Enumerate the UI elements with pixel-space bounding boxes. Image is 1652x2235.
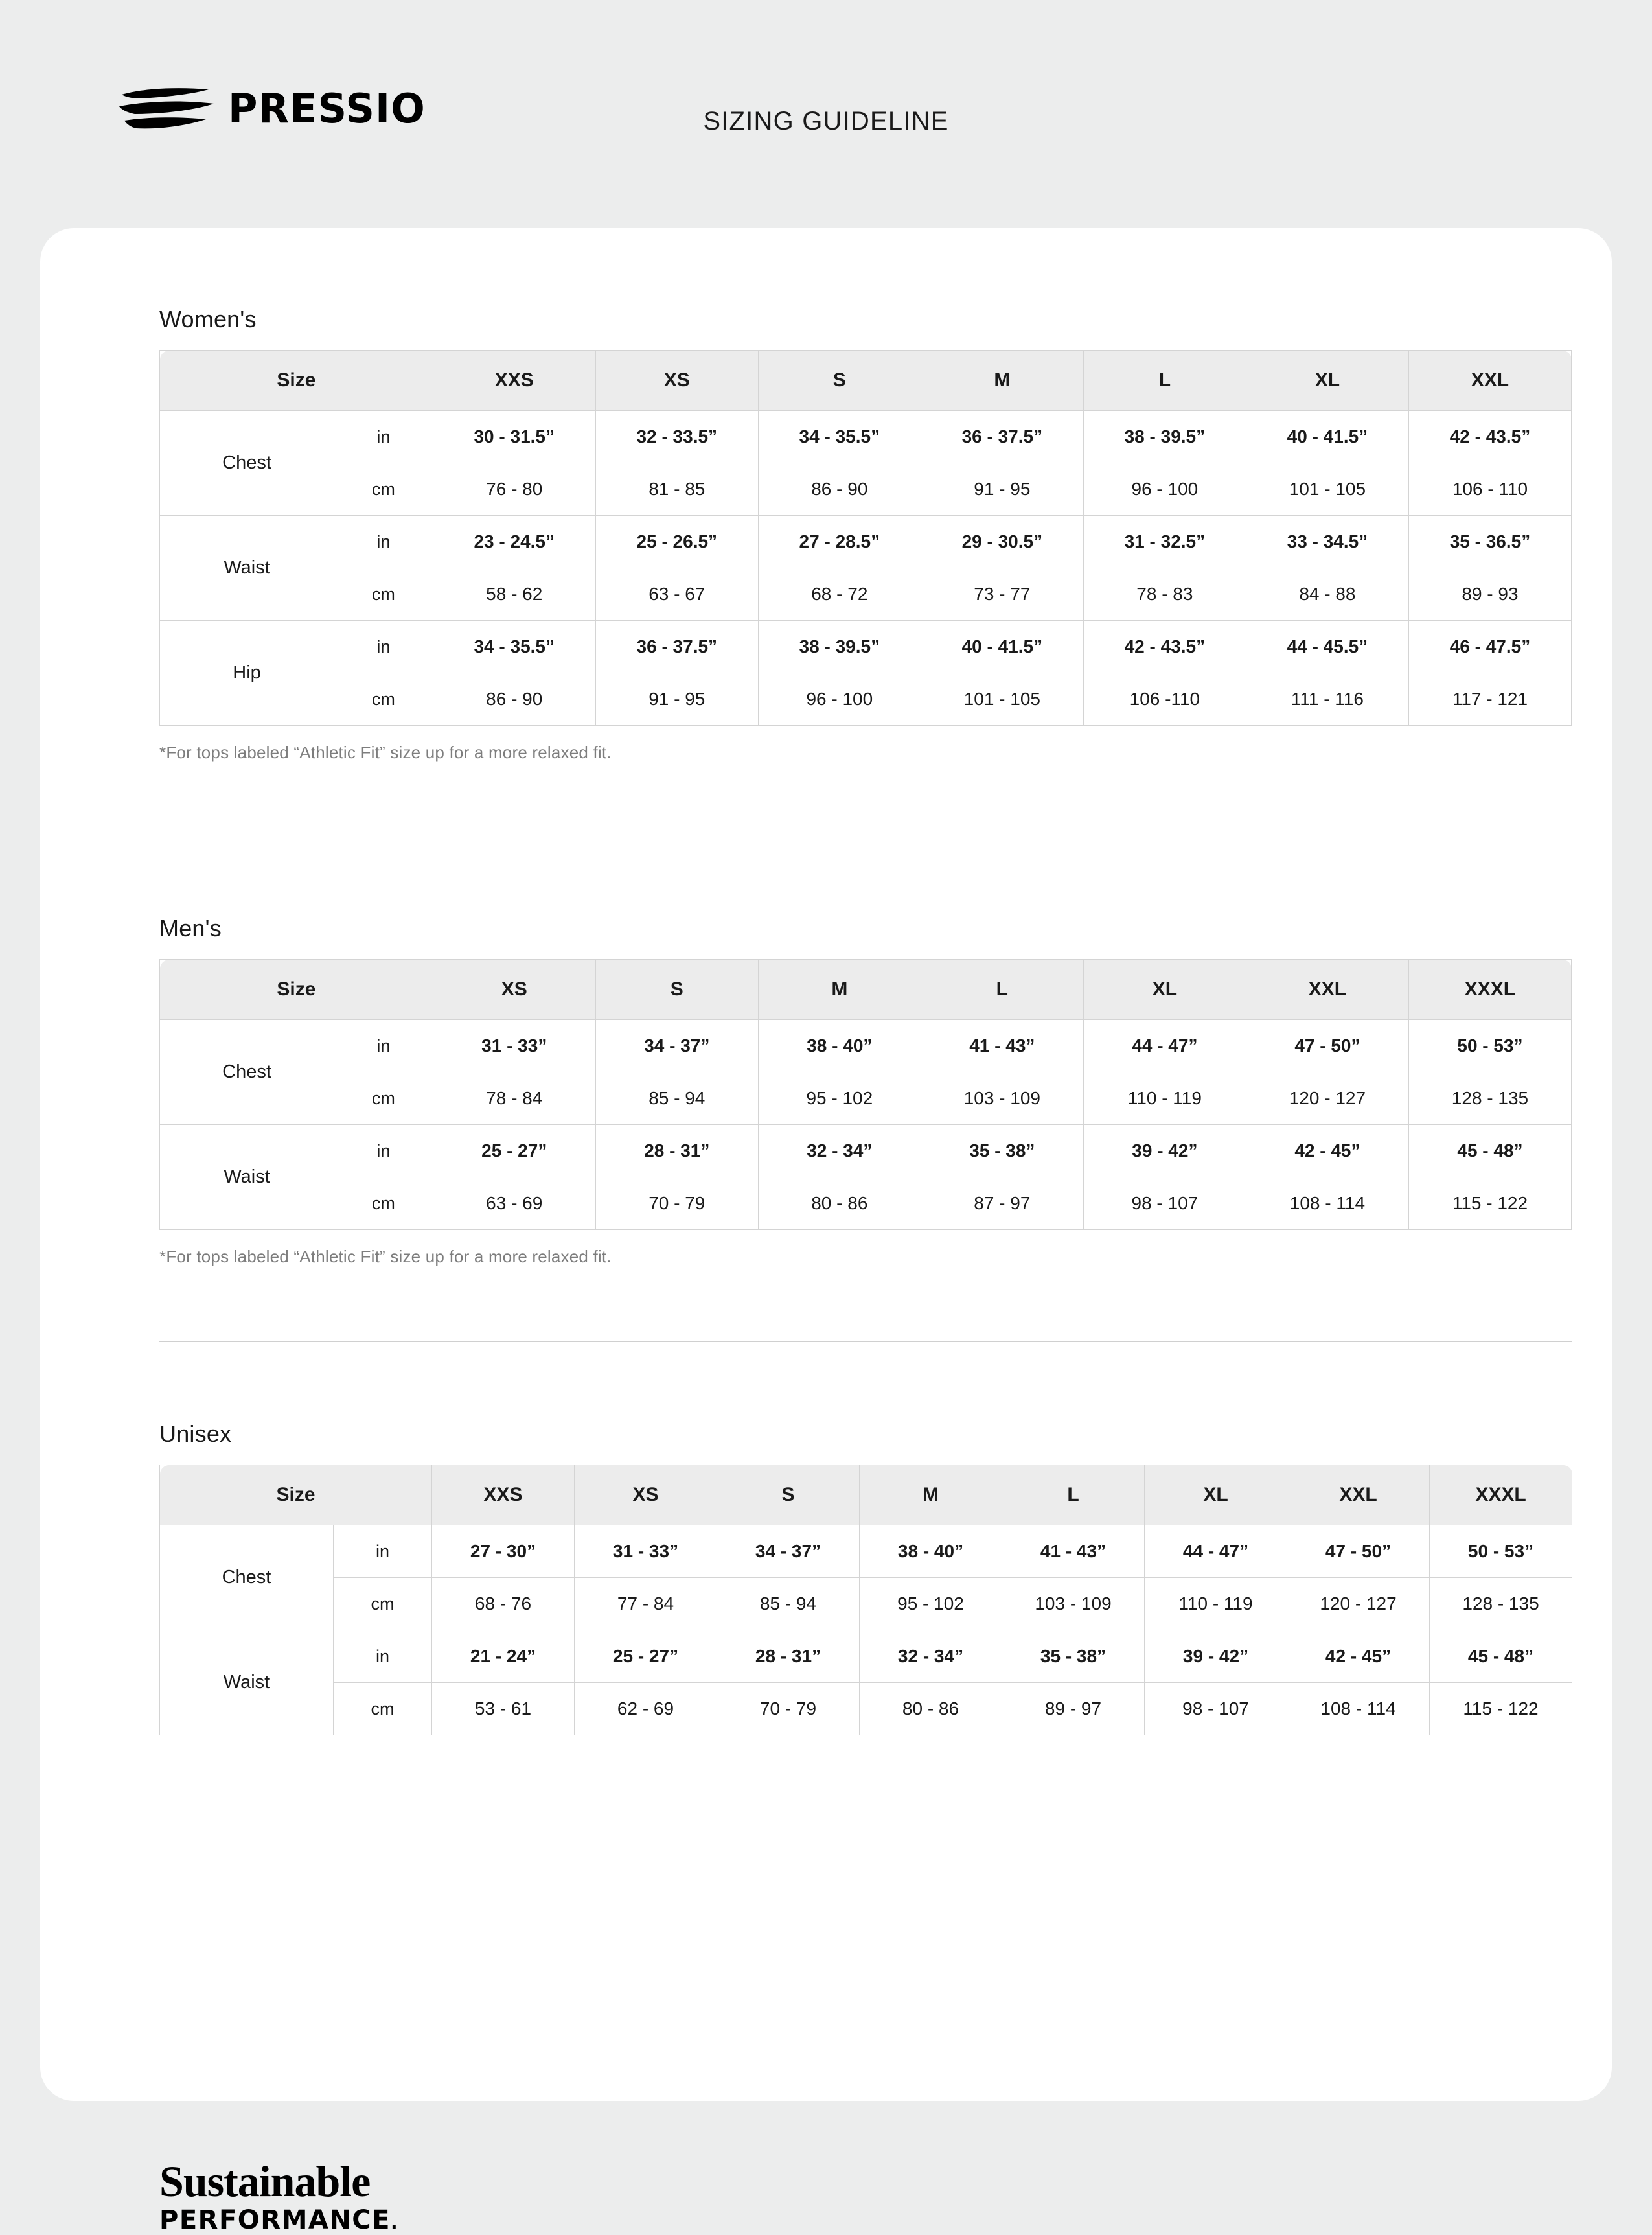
cell-waist-cm-s: 70 - 79 [717,1683,860,1735]
cell-hip-cm-xxs: 86 - 90 [433,673,595,726]
cell-hip-cm-m: 101 - 105 [921,673,1083,726]
cell-chest-cm-m: 95 - 102 [758,1072,921,1125]
header-size-xl: XL [1145,1465,1287,1525]
cell-chest-in-s: 34 - 35.5” [758,411,921,463]
header-size-xs: XS [433,960,595,1020]
header-size-xxl: XXL [1287,1465,1430,1525]
table-header-row [160,1465,1572,1525]
cell-chest-in-xxs: 30 - 31.5” [433,411,595,463]
cell-chest-in-xl: 44 - 47” [1145,1525,1287,1578]
section-title: Men's [159,915,222,942]
header-size-xxs: XXS [433,351,595,411]
sustainable-word: Sustainable [159,2157,371,2206]
table-row [160,516,1572,568]
table-row [160,1072,1572,1125]
table-header-row [160,960,1572,1020]
cell-hip-cm-l: 106 -110 [1083,673,1246,726]
cell-waist-cm-l: 87 - 97 [921,1177,1083,1230]
cell-waist-cm-s: 70 - 79 [595,1177,758,1230]
header-size-xs: XS [595,351,758,411]
cell-chest-in-xs: 31 - 33” [575,1525,717,1578]
table-header-row [160,351,1572,411]
cell-chest-cm-xxl: 106 - 110 [1408,463,1571,516]
row-label-chest: Chest [160,1525,334,1630]
cell-waist-cm-xl: 98 - 107 [1083,1177,1246,1230]
cell-hip-cm-xs: 91 - 95 [595,673,758,726]
header-size-xl: XL [1083,960,1246,1020]
cell-waist-in-xxl: 42 - 45” [1246,1125,1408,1177]
header-size-s: S [717,1465,860,1525]
cell-chest-in-l: 38 - 39.5” [1083,411,1246,463]
cell-waist-in-s: 27 - 28.5” [758,516,921,568]
cell-chest-in-xs: 32 - 33.5” [595,411,758,463]
unit-cm: cm [334,1683,432,1735]
sustainable-performance-logo [159,2159,496,2233]
cell-chest-in-xl: 44 - 47” [1083,1020,1246,1072]
header-size-xxl: XXL [1246,960,1408,1020]
section-mens [159,915,1529,1267]
cell-chest-cm-s: 86 - 90 [758,463,921,516]
cell-waist-cm-s: 68 - 72 [758,568,921,621]
row-label-waist: Waist [160,516,334,621]
cell-chest-cm-s: 85 - 94 [595,1072,758,1125]
cell-waist-cm-xxxl: 115 - 122 [1408,1177,1571,1230]
unisex-size-table [159,1465,1572,1735]
header-size-s: S [758,351,921,411]
cell-waist-in-xl: 39 - 42” [1145,1630,1287,1683]
cell-waist-cm-xxxl: 115 - 122 [1430,1683,1572,1735]
cell-chest-in-xxl: 47 - 50” [1287,1525,1430,1578]
cell-chest-cm-xl: 101 - 105 [1246,463,1408,516]
header-size-xxxl: XXXL [1430,1465,1572,1525]
cell-waist-in-xxxl: 45 - 48” [1408,1125,1571,1177]
row-label-chest: Chest [160,411,334,516]
header-size-m: M [921,351,1083,411]
cell-chest-in-s: 34 - 37” [717,1525,860,1578]
cell-waist-cm-xs: 62 - 69 [575,1683,717,1735]
cell-chest-cm-xxxl: 128 - 135 [1408,1072,1571,1125]
unit-in: in [334,1630,432,1683]
cell-chest-cm-xxs: 68 - 76 [432,1578,575,1630]
cell-waist-in-xl: 39 - 42” [1083,1125,1246,1177]
unit-in: in [334,411,433,463]
table-row [160,1630,1572,1683]
cell-chest-cm-xs: 78 - 84 [433,1072,595,1125]
cell-waist-cm-xxl: 89 - 93 [1408,568,1571,621]
table-row [160,463,1572,516]
header-size-s: S [595,960,758,1020]
brand-name: PRESSIO [228,85,426,132]
cell-chest-in-xxxl: 50 - 53” [1430,1525,1572,1578]
cell-chest-cm-l: 103 - 109 [921,1072,1083,1125]
cell-chest-cm-m: 95 - 102 [860,1578,1002,1630]
cell-chest-in-m: 36 - 37.5” [921,411,1083,463]
table-row [160,1125,1572,1177]
cell-chest-cm-m: 91 - 95 [921,463,1083,516]
header-size-m: M [860,1465,1002,1525]
cell-waist-in-m: 29 - 30.5” [921,516,1083,568]
row-label-hip: Hip [160,621,334,726]
cell-chest-cm-xl: 110 - 119 [1145,1578,1287,1630]
row-label-chest: Chest [160,1020,334,1125]
cell-waist-cm-xs: 63 - 69 [433,1177,595,1230]
content-card [40,228,1612,2235]
table-row [160,1525,1572,1578]
unit-cm: cm [334,1072,433,1125]
cell-waist-in-l: 35 - 38” [1002,1630,1145,1683]
cell-hip-cm-xl: 111 - 116 [1246,673,1408,726]
section-title: Women's [159,306,257,332]
cell-waist-cm-xl: 84 - 88 [1246,568,1408,621]
table-row [160,673,1572,726]
header-size-l: L [921,960,1083,1020]
mens-size-table [159,959,1572,1230]
section-womens [159,306,1531,763]
header-size-xs: XS [575,1465,717,1525]
unit-in: in [334,1525,432,1578]
cell-chest-cm-xxl: 120 - 127 [1287,1578,1430,1630]
unit-in: in [334,621,433,673]
header-size-m: M [758,960,921,1020]
section-unisex [159,1420,1539,1735]
unit-in: in [334,1020,433,1072]
cell-hip-in-xxl: 46 - 47.5” [1408,621,1571,673]
cell-waist-in-xl: 33 - 34.5” [1246,516,1408,568]
cell-waist-in-xxl: 42 - 45” [1287,1630,1430,1683]
unit-in: in [334,1125,433,1177]
cell-waist-cm-xxs: 53 - 61 [432,1683,575,1735]
cell-hip-in-xs: 36 - 37.5” [595,621,758,673]
page-title: SIZING GUIDELINE [703,107,949,135]
womens-footnote: *For tops labeled “Athletic Fit” size up for a more relaxed fit. [159,743,612,762]
table-row [160,621,1572,673]
cell-waist-in-xs: 25 - 27” [575,1630,717,1683]
cell-waist-in-xxs: 21 - 24” [432,1630,575,1683]
mens-footnote: *For tops labeled “Athletic Fit” size up for a more relaxed fit. [159,1247,612,1266]
section-title: Unisex [159,1420,232,1447]
cell-waist-in-m: 32 - 34” [758,1125,921,1177]
cell-waist-cm-m: 80 - 86 [758,1177,921,1230]
cell-chest-in-m: 38 - 40” [758,1020,921,1072]
cell-chest-cm-xxxl: 128 - 135 [1430,1578,1572,1630]
cell-chest-in-l: 41 - 43” [1002,1525,1145,1578]
table-row [160,1177,1572,1230]
cell-waist-in-s: 28 - 31” [595,1125,758,1177]
table-row [160,1578,1572,1630]
header-size: Size [160,351,433,411]
table-row [160,411,1572,463]
unit-cm: cm [334,673,433,726]
cell-waist-in-l: 35 - 38” [921,1125,1083,1177]
unit-cm: cm [334,1578,432,1630]
header-size-l: L [1083,351,1246,411]
header-size-xxs: XXS [432,1465,575,1525]
cell-hip-in-s: 38 - 39.5” [758,621,921,673]
cell-hip-cm-s: 96 - 100 [758,673,921,726]
row-label-waist: Waist [160,1125,334,1230]
header-size-xxxl: XXXL [1408,960,1571,1020]
cell-hip-in-l: 42 - 43.5” [1083,621,1246,673]
section-divider-2 [159,1341,1572,1342]
table-row [160,1683,1572,1735]
performance-word: PERFORMANCE [159,2205,391,2235]
header-size-l: L [1002,1465,1145,1525]
cell-waist-in-l: 31 - 32.5” [1083,516,1246,568]
cell-chest-cm-s: 85 - 94 [717,1578,860,1630]
header-size: Size [160,1465,432,1525]
cell-waist-cm-l: 89 - 97 [1002,1683,1145,1735]
cell-waist-in-xxl: 35 - 36.5” [1408,516,1571,568]
header-size-xl: XL [1246,351,1408,411]
cell-chest-cm-l: 103 - 109 [1002,1578,1145,1630]
unit-in: in [334,516,433,568]
cell-chest-in-xxxl: 50 - 53” [1408,1020,1571,1072]
womens-size-table [159,350,1572,726]
cell-chest-cm-xxs: 76 - 80 [433,463,595,516]
cell-hip-in-xxs: 34 - 35.5” [433,621,595,673]
cell-waist-in-m: 32 - 34” [860,1630,1002,1683]
cell-waist-in-xxs: 23 - 24.5” [433,516,595,568]
table-row [160,1020,1572,1072]
unit-cm: cm [334,463,433,516]
cell-chest-cm-xxl: 120 - 127 [1246,1072,1408,1125]
unit-cm: cm [334,568,433,621]
cell-chest-cm-xs: 77 - 84 [575,1578,717,1630]
cell-chest-in-xs: 31 - 33” [433,1020,595,1072]
unit-cm: cm [334,1177,433,1230]
cell-hip-cm-xxl: 117 - 121 [1408,673,1571,726]
cell-waist-cm-xxs: 58 - 62 [433,568,595,621]
cell-chest-in-l: 41 - 43” [921,1020,1083,1072]
cell-waist-cm-xs: 63 - 67 [595,568,758,621]
cell-chest-in-s: 34 - 37” [595,1020,758,1072]
table-row [160,568,1572,621]
cell-waist-cm-xxl: 108 - 114 [1287,1683,1430,1735]
cell-chest-cm-xs: 81 - 85 [595,463,758,516]
cell-waist-cm-l: 78 - 83 [1083,568,1246,621]
cell-waist-cm-xxl: 108 - 114 [1246,1177,1408,1230]
cell-waist-in-xxxl: 45 - 48” [1430,1630,1572,1683]
cell-chest-in-xxs: 27 - 30” [432,1525,575,1578]
cell-hip-in-xl: 44 - 45.5” [1246,621,1408,673]
cell-waist-in-xs: 25 - 26.5” [595,516,758,568]
cell-waist-cm-m: 80 - 86 [860,1683,1002,1735]
performance-word-row [159,2207,496,2233]
cell-chest-in-xl: 40 - 41.5” [1246,411,1408,463]
cell-waist-in-s: 28 - 31” [717,1630,860,1683]
cell-waist-in-xs: 25 - 27” [433,1125,595,1177]
cell-waist-cm-xl: 98 - 107 [1145,1683,1287,1735]
header-size-xxl: XXL [1408,351,1571,411]
header-size: Size [160,960,433,1020]
cell-chest-in-xxl: 47 - 50” [1246,1020,1408,1072]
cell-waist-cm-m: 73 - 77 [921,568,1083,621]
registered-dot: . [391,2212,399,2233]
row-label-waist: Waist [160,1630,334,1735]
cell-chest-in-m: 38 - 40” [860,1525,1002,1578]
cell-chest-in-xxl: 42 - 43.5” [1408,411,1571,463]
cell-hip-in-m: 40 - 41.5” [921,621,1083,673]
cell-chest-cm-l: 96 - 100 [1083,463,1246,516]
page-header [0,0,1652,228]
cell-chest-cm-xl: 110 - 119 [1083,1072,1246,1125]
